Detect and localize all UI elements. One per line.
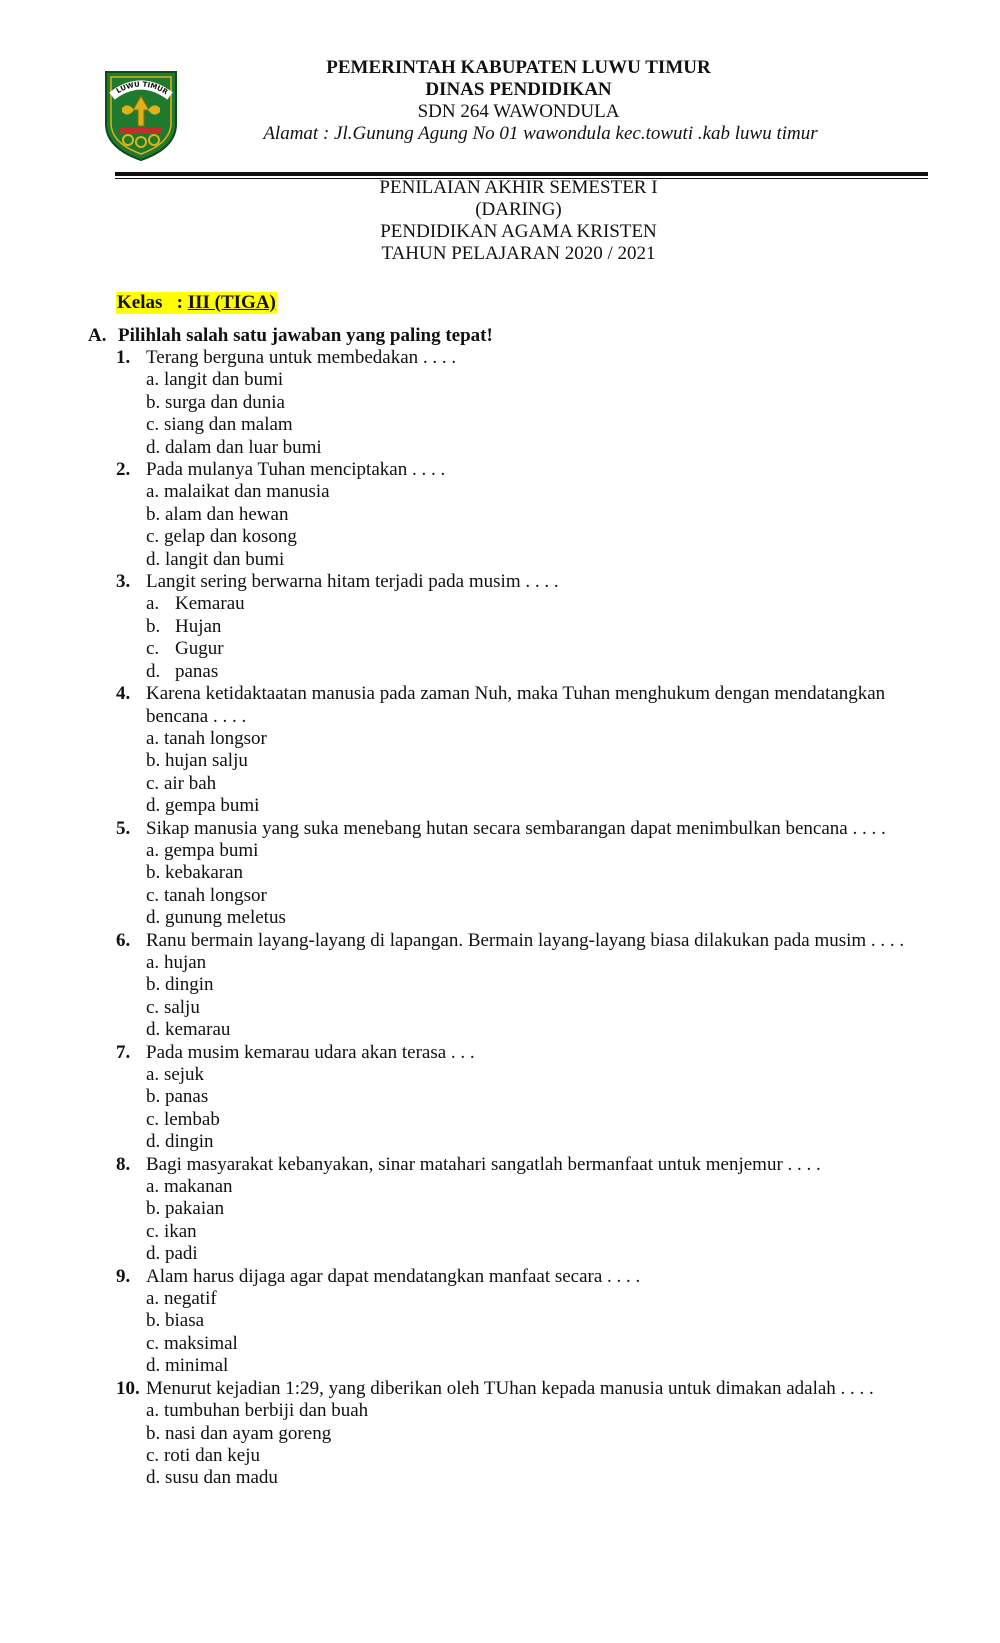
question-item bbox=[116, 1154, 928, 1176]
letterhead-divider bbox=[115, 172, 928, 176]
option-letter: d. bbox=[146, 1131, 161, 1153]
class-value: III (TIGA) bbox=[187, 292, 276, 313]
exam-year: TAHUN PELAJARAN 2020 / 2021 bbox=[381, 243, 656, 264]
option-letter: b. bbox=[146, 503, 161, 525]
option-text: gunung meletus bbox=[165, 907, 286, 929]
option-text: siang dan malam bbox=[163, 414, 293, 436]
question-number: 6. bbox=[116, 929, 131, 951]
option-letter: a. bbox=[146, 1176, 160, 1198]
question-item bbox=[116, 683, 928, 728]
answer-option bbox=[116, 1423, 928, 1445]
answer-option bbox=[116, 1109, 928, 1131]
option-letter: a. bbox=[146, 1064, 160, 1085]
answer-option bbox=[116, 1355, 928, 1377]
answer-option bbox=[116, 1019, 928, 1041]
option-text: dalam dan luar bumi bbox=[165, 436, 322, 458]
option-text: hujan bbox=[163, 951, 207, 973]
option-text: biasa bbox=[165, 1310, 205, 1332]
question-number: 5. bbox=[116, 817, 131, 839]
answer-option bbox=[116, 1131, 928, 1153]
option-text: gempa bumi bbox=[163, 839, 259, 861]
answer-option bbox=[116, 1467, 928, 1489]
option-letter: b. bbox=[146, 974, 161, 996]
option-text: dingin bbox=[165, 1131, 214, 1153]
option-text: gelap dan kosong bbox=[163, 526, 297, 548]
option-text: padi bbox=[165, 1243, 198, 1265]
answer-option bbox=[116, 392, 928, 414]
option-letter: d. bbox=[146, 436, 161, 458]
option-letter: c. bbox=[146, 526, 160, 548]
option-letter: a. bbox=[146, 369, 160, 391]
answer-option bbox=[116, 549, 928, 571]
option-letter: c. bbox=[146, 414, 160, 436]
option-letter: d. bbox=[146, 1019, 161, 1041]
answer-option bbox=[116, 504, 928, 526]
answer-option bbox=[116, 1288, 928, 1310]
letterhead-school: SDN 264 WAWONDULA bbox=[417, 101, 620, 122]
option-text: kebakaran bbox=[165, 862, 244, 884]
answer-option bbox=[116, 1310, 928, 1332]
question-text: Sikap manusia yang suka menebang hutan secara sembarangan dapat menimbulkan bencana . . . . bbox=[146, 817, 886, 839]
answer-option bbox=[116, 1064, 928, 1086]
answer-option bbox=[116, 974, 928, 996]
option-letter: d. bbox=[146, 1467, 161, 1489]
option-text: minimal bbox=[165, 1355, 229, 1377]
answer-option bbox=[116, 1221, 928, 1243]
option-letter: c. bbox=[146, 1444, 160, 1466]
exam-mode: (DARING) bbox=[475, 199, 562, 220]
question-number: 8. bbox=[116, 1153, 131, 1175]
question-text: Langit sering berwarna hitam terjadi pada musim . . . . bbox=[146, 571, 559, 593]
option-text: malaikat dan manusia bbox=[163, 481, 330, 503]
question-item bbox=[116, 1266, 928, 1288]
answer-option bbox=[116, 773, 928, 795]
question-text: Terang berguna untuk membedakan . . . . bbox=[146, 347, 457, 368]
option-text: surga dan dunia bbox=[165, 391, 285, 413]
question-text: Karena ketidaktaatan manusia pada zaman Nuh, maka Tuhan menghukum dengan mendatangkan bencana . . . . bbox=[146, 683, 886, 727]
option-letter: a. bbox=[146, 1400, 160, 1422]
answer-option bbox=[116, 526, 928, 548]
option-text: negatif bbox=[163, 1288, 217, 1310]
option-text: Hujan bbox=[175, 615, 222, 637]
option-letter: a. bbox=[146, 727, 160, 749]
option-text: langit dan bumi bbox=[163, 369, 284, 391]
option-letter: c. bbox=[146, 772, 160, 794]
option-letter: d. bbox=[146, 907, 161, 929]
answer-option bbox=[116, 862, 928, 884]
answer-option bbox=[116, 1333, 928, 1355]
question-item bbox=[116, 1042, 928, 1064]
option-letter: d. bbox=[146, 1243, 161, 1265]
question-item bbox=[116, 818, 928, 840]
question-item bbox=[116, 459, 928, 481]
question-number: 3. bbox=[116, 571, 131, 593]
option-text: panas bbox=[165, 1086, 209, 1108]
answer-option bbox=[116, 1198, 928, 1220]
answer-option bbox=[116, 1400, 928, 1422]
option-letter: b. bbox=[146, 1086, 161, 1108]
question-number: 9. bbox=[116, 1265, 131, 1287]
option-text: salju bbox=[163, 996, 200, 1018]
option-letter: c. bbox=[146, 1332, 160, 1354]
letterhead-address: Alamat : Jl.Gunung Agung No 01 wawondula kec.towuti .kab luwu timur bbox=[263, 123, 818, 144]
option-letter: c. bbox=[146, 996, 160, 1018]
option-letter: b. bbox=[146, 1422, 161, 1444]
answer-option bbox=[116, 952, 928, 974]
option-text: hujan salju bbox=[165, 750, 248, 772]
option-letter: a. bbox=[146, 839, 160, 861]
option-text: susu dan madu bbox=[165, 1467, 278, 1489]
option-text: sejuk bbox=[163, 1064, 205, 1085]
answer-option bbox=[116, 1243, 928, 1265]
question-item bbox=[116, 1378, 928, 1400]
answer-option bbox=[116, 728, 928, 750]
option-letter: c. bbox=[146, 1108, 160, 1130]
option-text: maksimal bbox=[163, 1332, 238, 1354]
answer-option bbox=[116, 997, 928, 1019]
answer-option bbox=[116, 414, 928, 436]
option-text: langit dan bumi bbox=[165, 548, 285, 570]
section-letter: A. bbox=[88, 325, 107, 346]
option-text: roti dan keju bbox=[163, 1444, 260, 1466]
option-text: gempa bumi bbox=[165, 795, 260, 817]
option-letter: b. bbox=[146, 615, 161, 637]
option-text: tumbuhan berbiji dan buah bbox=[163, 1400, 369, 1422]
question-text: Pada musim kemarau udara akan terasa . . . bbox=[146, 1041, 475, 1063]
option-letter: b. bbox=[146, 750, 161, 772]
option-text: tanah longsor bbox=[163, 884, 267, 906]
question-text: Pada mulanya Tuhan menciptakan . . . . bbox=[146, 459, 446, 481]
question-text: Alam harus dijaga agar dapat mendatangkan manfaat secara . . . . bbox=[146, 1265, 641, 1287]
answer-option bbox=[116, 795, 928, 817]
option-letter: b. bbox=[146, 1198, 161, 1220]
class-label-text: Kelas : bbox=[117, 292, 188, 313]
option-letter: a. bbox=[146, 951, 160, 973]
question-item bbox=[116, 347, 928, 369]
letterhead-department: DINAS PENDIDIKAN bbox=[425, 79, 612, 100]
option-text: alam dan hewan bbox=[165, 503, 289, 525]
question-item bbox=[116, 930, 928, 952]
answer-option bbox=[116, 1445, 928, 1467]
option-text: kemarau bbox=[165, 1019, 231, 1041]
option-letter: b. bbox=[146, 1310, 161, 1332]
answer-option bbox=[116, 750, 928, 772]
question-number: 4. bbox=[116, 683, 131, 705]
option-text: dingin bbox=[165, 974, 214, 996]
question-text: Bagi masyarakat kebanyakan, sinar matahari sangatlah bermanfaat untuk menjemur . . . . bbox=[146, 1153, 821, 1175]
question-text: Menurut kejadian 1:29, yang diberikan oleh TUhan kepada manusia untuk dimakan adalah . . . . bbox=[146, 1377, 874, 1399]
section-heading bbox=[88, 325, 493, 347]
option-text: lembab bbox=[163, 1108, 220, 1130]
letterhead-government: PEMERINTAH KABUPATEN LUWU TIMUR bbox=[326, 57, 711, 78]
option-letter: d. bbox=[146, 795, 161, 817]
option-text: Gugur bbox=[175, 638, 224, 660]
option-letter: a. bbox=[146, 481, 160, 503]
option-letter: d. bbox=[146, 660, 161, 682]
option-letter: b. bbox=[146, 391, 161, 413]
question-number: 1. bbox=[116, 347, 131, 368]
logo-text: LUWU TIMUR bbox=[115, 80, 170, 97]
option-text: air bah bbox=[163, 772, 217, 794]
question-number: 2. bbox=[116, 459, 131, 481]
option-text: nasi dan ayam goreng bbox=[165, 1422, 332, 1444]
answer-option bbox=[116, 437, 928, 459]
option-letter: c. bbox=[146, 1220, 160, 1242]
class-label bbox=[116, 292, 277, 314]
question-number: 7. bbox=[116, 1041, 131, 1063]
answer-option bbox=[116, 593, 928, 615]
question-item bbox=[116, 571, 928, 593]
option-text: Kemarau bbox=[175, 593, 245, 615]
question-text: Ranu bermain layang-layang di lapangan. Bermain layang-layang biasa dilakukan pada musim . . . . bbox=[146, 929, 905, 951]
option-letter: c. bbox=[146, 884, 160, 906]
option-text: ikan bbox=[163, 1220, 197, 1242]
option-text: pakaian bbox=[165, 1198, 225, 1220]
option-letter: a. bbox=[146, 1288, 160, 1310]
option-letter: b. bbox=[146, 862, 161, 884]
question-list bbox=[116, 347, 928, 1490]
answer-option bbox=[116, 1086, 928, 1108]
option-letter: c. bbox=[146, 638, 160, 660]
answer-option bbox=[116, 616, 928, 638]
option-letter: a. bbox=[146, 593, 160, 615]
answer-option bbox=[116, 369, 928, 391]
answer-option bbox=[116, 840, 928, 862]
option-text: panas bbox=[175, 660, 219, 682]
answer-option bbox=[116, 1176, 928, 1198]
answer-option bbox=[116, 907, 928, 929]
answer-option bbox=[116, 885, 928, 907]
exam-subject: PENDIDIKAN AGAMA KRISTEN bbox=[380, 221, 657, 242]
question-number: 10. bbox=[116, 1377, 140, 1399]
option-letter: d. bbox=[146, 548, 161, 570]
exam-title: PENILAIAN AKHIR SEMESTER I bbox=[379, 177, 658, 198]
option-text: makanan bbox=[163, 1176, 233, 1198]
answer-option bbox=[116, 481, 928, 503]
answer-option bbox=[116, 638, 928, 660]
section-instruction: Pilihlah salah satu jawaban yang paling tepat! bbox=[118, 325, 493, 346]
option-letter: d. bbox=[146, 1355, 161, 1377]
option-text: tanah longsor bbox=[163, 727, 267, 749]
answer-option bbox=[116, 661, 928, 683]
